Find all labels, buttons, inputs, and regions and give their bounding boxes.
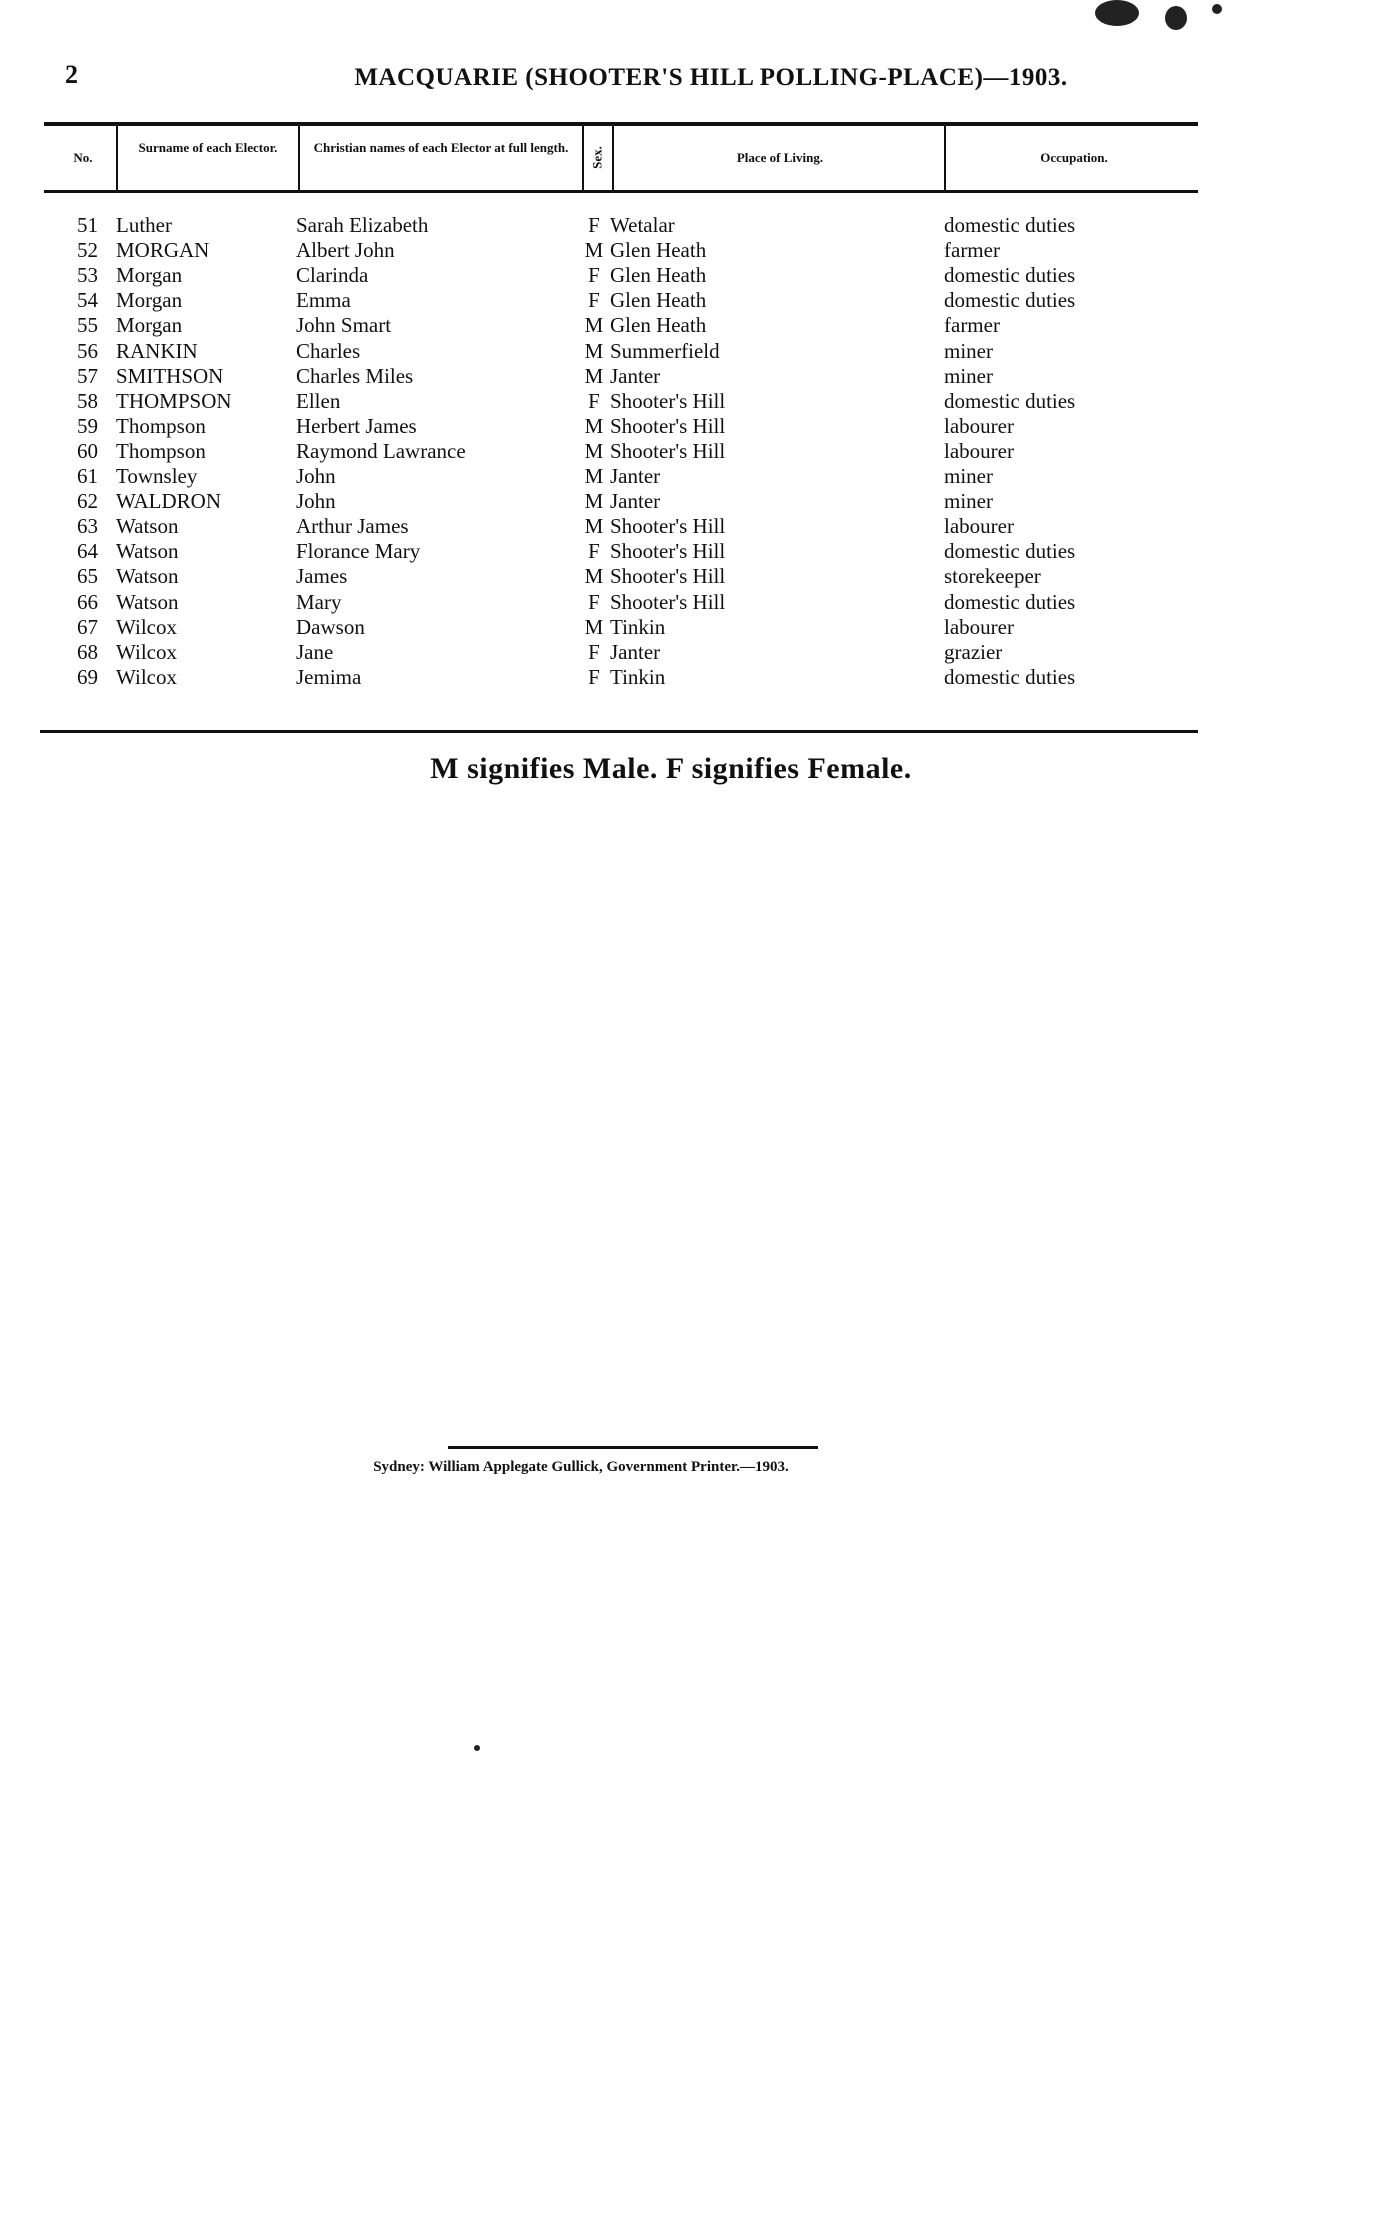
entry-christian-names: Jemima bbox=[296, 664, 362, 689]
entry-christian-names: James bbox=[296, 564, 348, 589]
entry-number: 66 bbox=[77, 589, 98, 614]
entry-surname: Watson bbox=[116, 564, 179, 589]
entry-occupation: miner bbox=[944, 464, 993, 488]
entry-place-of-living: Janter bbox=[610, 489, 661, 514]
entry-place-of-living: Shooter's Hill bbox=[610, 539, 726, 564]
table-bottom-rule bbox=[40, 730, 1198, 733]
header-divider bbox=[298, 126, 300, 190]
entry-christian-names: Charles Miles bbox=[296, 363, 414, 388]
table-row bbox=[0, 364, 1382, 389]
entry-sex: M bbox=[584, 313, 604, 338]
entry-place-of-living: Tinkin bbox=[610, 664, 666, 689]
entry-surname: Watson bbox=[116, 514, 179, 539]
entry-number: 61 bbox=[77, 464, 98, 488]
entry-number: 51 bbox=[77, 213, 98, 237]
table-row bbox=[0, 590, 1382, 615]
entry-number: 57 bbox=[77, 363, 98, 388]
sex-legend: M signifies Male. F signifies Female. bbox=[430, 752, 912, 785]
entry-sex: F bbox=[588, 664, 600, 689]
entry-surname: WALDRON bbox=[116, 489, 221, 514]
table-row bbox=[0, 389, 1382, 414]
entry-number: 55 bbox=[77, 313, 98, 338]
entry-occupation: grazier bbox=[944, 639, 1003, 664]
entry-occupation: domestic duties bbox=[944, 664, 1076, 689]
entry-occupation: miner bbox=[944, 363, 993, 388]
table-row bbox=[0, 414, 1382, 439]
entry-christian-names: John Smart bbox=[296, 313, 392, 338]
entry-occupation: farmer bbox=[944, 313, 1000, 338]
header-divider bbox=[582, 126, 584, 190]
entry-sex: F bbox=[588, 639, 600, 664]
entry-occupation: domestic duties bbox=[944, 539, 1076, 564]
entry-surname: RANKIN bbox=[116, 338, 198, 363]
entry-sex: F bbox=[588, 388, 600, 413]
entry-occupation: domestic duties bbox=[944, 388, 1076, 413]
table-row bbox=[0, 464, 1382, 489]
entry-christian-names: Jane bbox=[296, 639, 334, 664]
entry-number: 59 bbox=[77, 413, 98, 438]
entry-surname: MORGAN bbox=[116, 238, 210, 263]
entry-surname: Luther bbox=[116, 213, 172, 237]
entry-place-of-living: Shooter's Hill bbox=[610, 438, 726, 463]
table-row bbox=[0, 489, 1382, 514]
entry-number: 56 bbox=[77, 338, 98, 363]
printer-rule bbox=[448, 1446, 818, 1449]
entry-sex: M bbox=[584, 564, 604, 589]
table-row bbox=[0, 665, 1382, 690]
entry-occupation: farmer bbox=[944, 238, 1000, 263]
entry-place-of-living: Janter bbox=[610, 363, 661, 388]
entry-place-of-living: Glen Heath bbox=[610, 288, 707, 313]
table-row bbox=[0, 439, 1382, 464]
entry-surname: Morgan bbox=[116, 263, 183, 288]
header-top-rule bbox=[44, 122, 1198, 126]
entry-occupation: labourer bbox=[944, 413, 1014, 438]
entry-occupation: miner bbox=[944, 489, 993, 514]
entry-surname: Thompson bbox=[116, 438, 206, 463]
entry-place-of-living: Shooter's Hill bbox=[610, 413, 726, 438]
entry-christian-names: Herbert James bbox=[296, 413, 417, 438]
entry-number: 54 bbox=[77, 288, 98, 313]
entry-christian-names: Mary bbox=[296, 589, 342, 614]
page-number: 2 bbox=[65, 60, 78, 89]
entry-occupation: domestic duties bbox=[944, 288, 1076, 313]
header-surname: Surname of each Elector. bbox=[138, 140, 278, 155]
table-row bbox=[0, 640, 1382, 665]
table-row bbox=[0, 514, 1382, 539]
entry-sex: F bbox=[588, 589, 600, 614]
table-row bbox=[0, 615, 1382, 640]
header-divider bbox=[116, 126, 118, 190]
entry-christian-names: Clarinda bbox=[296, 263, 369, 288]
table-row bbox=[0, 288, 1382, 313]
entry-occupation: domestic duties bbox=[944, 213, 1076, 237]
entry-christian-names: Charles bbox=[296, 338, 361, 363]
entry-place-of-living: Glen Heath bbox=[610, 263, 707, 288]
entry-surname: Townsley bbox=[116, 464, 198, 488]
entry-christian-names: Albert John bbox=[296, 238, 395, 263]
entry-number: 62 bbox=[77, 489, 98, 514]
header-occupation: Occupation. bbox=[1040, 150, 1108, 165]
entry-sex: F bbox=[588, 263, 600, 288]
entry-occupation: domestic duties bbox=[944, 589, 1076, 614]
entry-christian-names: Dawson bbox=[296, 614, 365, 639]
entry-sex: M bbox=[584, 438, 604, 463]
entry-surname: Watson bbox=[116, 589, 179, 614]
table-row bbox=[0, 263, 1382, 288]
table-row bbox=[0, 213, 1382, 238]
entry-sex: M bbox=[584, 363, 604, 388]
entry-occupation: miner bbox=[944, 338, 993, 363]
ink-blot bbox=[1165, 6, 1187, 30]
entry-christian-names: John bbox=[296, 464, 336, 488]
entry-christian-names: Florance Mary bbox=[296, 539, 421, 564]
entry-sex: F bbox=[588, 213, 600, 237]
entry-christian-names: Sarah Elizabeth bbox=[296, 213, 429, 237]
header-christian-names: Christian names of each Elector at full length. bbox=[313, 140, 569, 155]
entry-surname: Thompson bbox=[116, 413, 206, 438]
entry-sex: M bbox=[584, 338, 604, 363]
header-sex: Sex. bbox=[589, 146, 605, 169]
entry-sex: M bbox=[584, 514, 604, 539]
entry-occupation: domestic duties bbox=[944, 263, 1076, 288]
entry-number: 67 bbox=[77, 614, 98, 639]
entry-christian-names: Raymond Lawrance bbox=[296, 438, 466, 463]
entry-number: 69 bbox=[77, 664, 98, 689]
entry-surname: Wilcox bbox=[116, 639, 177, 664]
entry-occupation: labourer bbox=[944, 614, 1014, 639]
entry-place-of-living: Shooter's Hill bbox=[610, 388, 726, 413]
entry-number: 63 bbox=[77, 514, 98, 539]
entry-surname: Watson bbox=[116, 539, 179, 564]
entry-surname: Morgan bbox=[116, 288, 183, 313]
entry-christian-names: Ellen bbox=[296, 388, 341, 413]
table-row bbox=[0, 313, 1382, 338]
header-bottom-rule bbox=[44, 190, 1198, 193]
entry-occupation: labourer bbox=[944, 514, 1014, 539]
entry-surname: Wilcox bbox=[116, 664, 177, 689]
entry-place-of-living: Shooter's Hill bbox=[610, 564, 726, 589]
entry-occupation: storekeeper bbox=[944, 564, 1041, 589]
entry-number: 52 bbox=[77, 238, 98, 263]
entry-christian-names: John bbox=[296, 489, 336, 514]
entry-place-of-living: Janter bbox=[610, 464, 661, 488]
entry-christian-names: Arthur James bbox=[296, 514, 409, 539]
entry-place-of-living: Shooter's Hill bbox=[610, 514, 726, 539]
entry-place-of-living: Summerfield bbox=[610, 338, 720, 363]
entry-surname: Wilcox bbox=[116, 614, 177, 639]
entry-place-of-living: Wetalar bbox=[610, 213, 675, 237]
entry-number: 58 bbox=[77, 388, 98, 413]
entry-number: 65 bbox=[77, 564, 98, 589]
header-place-of-living: Place of Living. bbox=[736, 150, 824, 165]
entry-surname: SMITHSON bbox=[116, 363, 224, 388]
ink-dot bbox=[474, 1745, 480, 1751]
ink-blot bbox=[1095, 0, 1139, 26]
entry-number: 64 bbox=[77, 539, 98, 564]
entry-sex: M bbox=[584, 238, 604, 263]
entry-sex: M bbox=[584, 413, 604, 438]
entry-occupation: labourer bbox=[944, 438, 1014, 463]
entry-sex: F bbox=[588, 539, 600, 564]
header-divider bbox=[612, 126, 614, 190]
entry-number: 53 bbox=[77, 263, 98, 288]
header-divider bbox=[944, 126, 946, 190]
entry-place-of-living: Glen Heath bbox=[610, 313, 707, 338]
entry-place-of-living: Janter bbox=[610, 639, 661, 664]
entry-place-of-living: Shooter's Hill bbox=[610, 589, 726, 614]
entry-sex: M bbox=[584, 464, 604, 488]
ink-blot bbox=[1212, 4, 1222, 14]
header-no: No. bbox=[73, 150, 93, 165]
table-row bbox=[0, 564, 1382, 589]
entry-surname: Morgan bbox=[116, 313, 183, 338]
entry-number: 60 bbox=[77, 438, 98, 463]
entry-sex: F bbox=[588, 288, 600, 313]
printer-imprint: Sydney: William Applegate Gullick, Government Printer.—1903. bbox=[373, 1459, 789, 1475]
entry-place-of-living: Glen Heath bbox=[610, 238, 707, 263]
entry-christian-names: Emma bbox=[296, 288, 351, 313]
entry-sex: M bbox=[584, 489, 604, 514]
table-row bbox=[0, 339, 1382, 364]
page-title: MACQUARIE (SHOOTER'S HILL POLLING-PLACE)—1903. bbox=[354, 64, 1068, 91]
table-row bbox=[0, 238, 1382, 263]
entry-number: 68 bbox=[77, 639, 98, 664]
table-row bbox=[0, 539, 1382, 564]
entry-surname: THOMPSON bbox=[116, 388, 232, 413]
entry-sex: M bbox=[584, 614, 604, 639]
entry-place-of-living: Tinkin bbox=[610, 614, 666, 639]
